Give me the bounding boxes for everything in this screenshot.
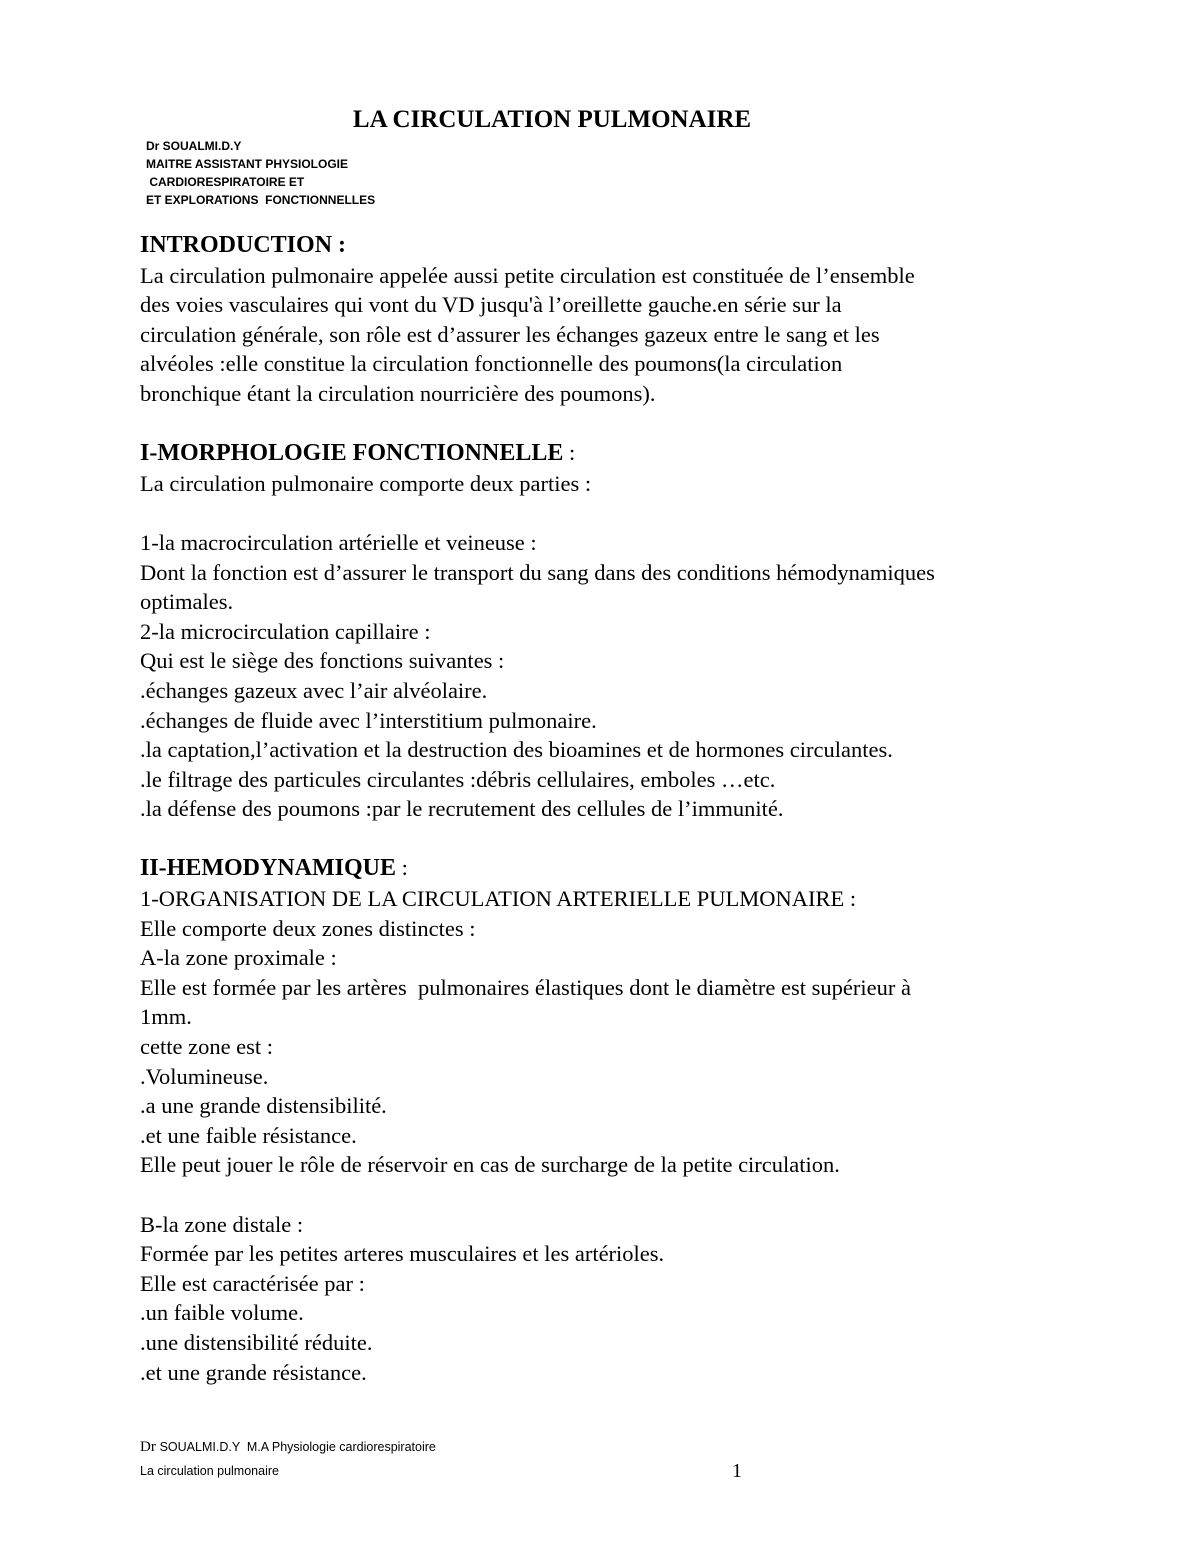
list-item: .la captation,l’activation et la destruction des bioamines et de hormones circulantes.: [140, 737, 893, 763]
blank-line: [140, 498, 1070, 528]
section-heading-text: I-MORPHOLOGIE FONCTIONNELLE: [140, 440, 564, 467]
author-specialty: CARDIORESPIRATOIRE ET: [146, 175, 305, 189]
paragraph-line: alvéoles :elle constitue la circulation fonctionnelle des poumons(la circulation: [140, 351, 843, 377]
paragraph-line: 1-la macrocirculation artérielle et veineuse :: [140, 529, 537, 555]
paragraph-line: A-la zone proximale :: [140, 945, 337, 971]
list-item: .un faible volume.: [140, 1300, 304, 1326]
paragraph-line: 1mm.: [140, 1004, 192, 1030]
paragraph-line: Elle comporte deux zones distinctes :: [140, 915, 476, 941]
list-item: .et une grande résistance.: [140, 1359, 367, 1385]
section-heading-hemodynamique: [140, 853, 1070, 884]
blank-line: [140, 824, 1070, 854]
list-item: .la défense des poumons :par le recrutement des cellules de l’immunité.: [140, 796, 784, 822]
section-heading-colon: :: [396, 855, 408, 881]
document-body: [140, 231, 1070, 1387]
list-item: .a une grande distensibilité.: [140, 1093, 387, 1119]
page-footer: [140, 1436, 760, 1484]
paragraph-line: Formée par les petites arteres musculaires et les artérioles.: [140, 1241, 665, 1267]
document-title: LA CIRCULATION PULMONAIRE: [352, 106, 752, 133]
paragraph-line: La circulation pulmonaire comporte deux parties :: [140, 470, 592, 496]
list-item: .échanges de fluide avec l’interstitium pulmonaire.: [140, 707, 597, 733]
page-number: 1: [732, 1460, 742, 1482]
paragraph-line: Qui est le siège des fonctions suivantes :: [140, 648, 505, 674]
list-item: .et une faible résistance.: [140, 1122, 357, 1148]
list-item: .une distensibilité réduite.: [140, 1329, 373, 1355]
paragraph-line: circulation générale, son rôle est d’assurer les échanges gazeux entre le sang et les: [140, 321, 880, 347]
paragraph-line: des voies vasculaires qui vont du VD jusqu'à l’oreillette gauche.en série sur la: [140, 292, 842, 318]
author-block: [146, 137, 375, 209]
footer-doc-title: La circulation pulmonaire: [140, 1464, 279, 1478]
list-item: .le filtrage des particules circulantes :débris cellulaires, emboles …etc.: [140, 766, 776, 792]
footer-author-text: SOUALMI.D.Y M.A Physiologie cardiorespiratoire: [159, 1440, 436, 1454]
paragraph-line: Elle est formée par les artères pulmonaires élastiques dont le diamètre est supérieur à: [140, 974, 911, 1000]
footer-author-prefix: Dr: [140, 1439, 160, 1455]
subsection-heading: 1-ORGANISATION DE LA CIRCULATION ARTERIELLE PULMONAIRE :: [140, 886, 857, 912]
section-heading-morphologie: [140, 438, 1070, 469]
paragraph-line: Elle est caractérisée par :: [140, 1270, 365, 1296]
author-department: ET EXPLORATIONS FONCTIONNELLES: [146, 193, 376, 207]
paragraph-line: La circulation pulmonaire appelée aussi petite circulation est constituée de l’ensemble: [140, 262, 915, 288]
paragraph-line: Dont la fonction est d’assurer le transport du sang dans des conditions hémodynamiques: [140, 559, 935, 585]
list-item: .échanges gazeux avec l’air alvéolaire.: [140, 677, 488, 703]
paragraph-line: cette zone est :: [140, 1034, 274, 1060]
section-heading-colon: :: [563, 440, 576, 466]
paragraph-line: 2-la microcirculation capillaire :: [140, 618, 431, 644]
author-position: MAITRE ASSISTANT PHYSIOLOGIE: [146, 157, 349, 171]
section-heading-introduction: INTRODUCTION :: [140, 232, 347, 258]
paragraph-line: optimales.: [140, 589, 234, 615]
footer-author: [140, 1436, 760, 1458]
section-heading-text: II-HEMODYNAMIQUE: [140, 855, 396, 882]
blank-line: [140, 409, 1070, 439]
paragraph-line: B-la zone distale :: [140, 1211, 304, 1237]
blank-line: [140, 1180, 1070, 1210]
list-item: .Volumineuse.: [140, 1063, 269, 1089]
paragraph-line: Elle peut jouer le rôle de réservoir en cas de surcharge de la petite circulation.: [140, 1152, 840, 1178]
author-name: Dr SOUALMI.D.Y: [146, 139, 242, 153]
paragraph-line: bronchique étant la circulation nourricière des poumons).: [140, 380, 656, 406]
